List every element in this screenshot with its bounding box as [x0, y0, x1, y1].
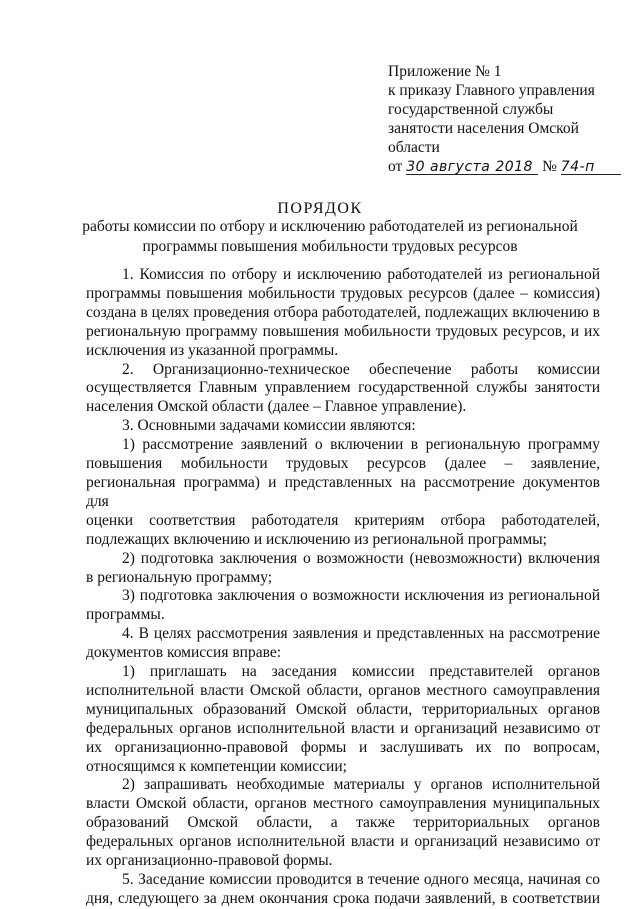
appendix-order-line: государственной службы — [388, 101, 554, 118]
text-line: региональную программу повышения мобильности трудовых ресурсов, и их — [86, 322, 600, 340]
from-label: от — [388, 158, 403, 175]
appendix-order-line: занятости населения Омской — [388, 120, 579, 137]
text-line: подлежащих включению и исключению из региональной программы; — [86, 530, 547, 548]
text-line: повышения мобильности трудовых ресурсов (далее – заявление, — [86, 455, 600, 473]
text-line: документов комиссия вправе: — [86, 644, 282, 662]
text-line: оценки соответствия работодателя критериям отбора работодателей, — [86, 511, 600, 529]
text-line: относящимся к компетенции комиссии; — [86, 757, 347, 775]
text-line: 1. Комиссия по отбору и исключению работодателей из региональной — [122, 266, 600, 283]
text-line: 3. Основными задачами комиссии являются: — [122, 417, 416, 435]
text-line: региональная программа) и представленных на рассмотрение документов для — [86, 473, 600, 510]
text-line: исполнительной власти Омской области, органов местного самоуправления — [86, 681, 600, 699]
text-line: 3) подготовка заключения о возможности исключения из региональной — [122, 587, 600, 605]
appendix-block — [388, 62, 613, 177]
text-line: программы повышения мобильности трудовых ресурсов (далее – комиссия) — [86, 284, 600, 302]
text-line: осуществляется Главным управлением государственной службы занятости — [86, 379, 600, 397]
text-line: 2) подготовка заключения о возможности (невозможности) включения — [122, 549, 600, 567]
handwritten-number: 74-п — [561, 158, 621, 177]
text-line: их организационно-правовой формы. — [86, 852, 333, 870]
document-subtitle: работы комиссии по отбору и исключению работодателей из региональной программы повышения мобильности трудовых ресурсов — [82, 218, 578, 255]
text-line: в региональную программу; — [86, 568, 273, 586]
text-line: 5. Заседание комиссии проводится в течение одного месяца, начиная со — [122, 871, 600, 888]
appendix-date-line — [388, 157, 613, 177]
text-line: 1) приглашать на заседания комиссии представителей органов — [122, 663, 600, 681]
document-body — [86, 266, 600, 909]
text-line: программы. — [86, 606, 165, 624]
text-line: федеральных органов исполнительной власти и организаций независимо от — [86, 719, 600, 737]
text-line: населения Омской области (далее – Главное управление). — [86, 398, 467, 416]
text-line: 4. В целях рассмотрения заявления и представленных на рассмотрение — [122, 625, 600, 643]
text-line: 2) запрашивать необходимые материалы у органов исполнительной — [122, 776, 600, 794]
text-line: 1) рассмотрение заявлений о включении в региональную программу — [122, 436, 600, 454]
text-line: федеральных органов исполнительной власти и организаций независимо от — [86, 833, 600, 851]
handwritten-date: 30 августа 2018 — [406, 158, 538, 177]
appendix-order-line: к приказу Главного управления — [388, 82, 595, 99]
text-line: их организационно-правовой формы и заслушивать их по вопросам, — [86, 738, 600, 756]
text-line: муниципальных образований Омской области, территориальных органов — [86, 700, 600, 718]
text-line: 2. Организационно-техническое обеспечение работы комиссии — [122, 360, 600, 378]
text-line: исключения из указанной программы. — [86, 341, 339, 359]
document-title: ПОРЯДОК — [277, 200, 363, 217]
text-line: создана в целях проведения отбора работодателей, подлежащих включению в — [86, 303, 600, 321]
appendix-order-line: области — [388, 139, 440, 156]
text-line: власти Омской области, органов местного самоуправления муниципальных — [86, 795, 600, 813]
text-line: образований Омской области, а также территориальных органов — [86, 814, 600, 832]
text-line: дня, следующего за днем окончания срока подачи заявлений, в соответствии — [86, 889, 600, 907]
number-label: № — [542, 158, 557, 175]
appendix-title: Приложение № 1 — [388, 63, 502, 80]
